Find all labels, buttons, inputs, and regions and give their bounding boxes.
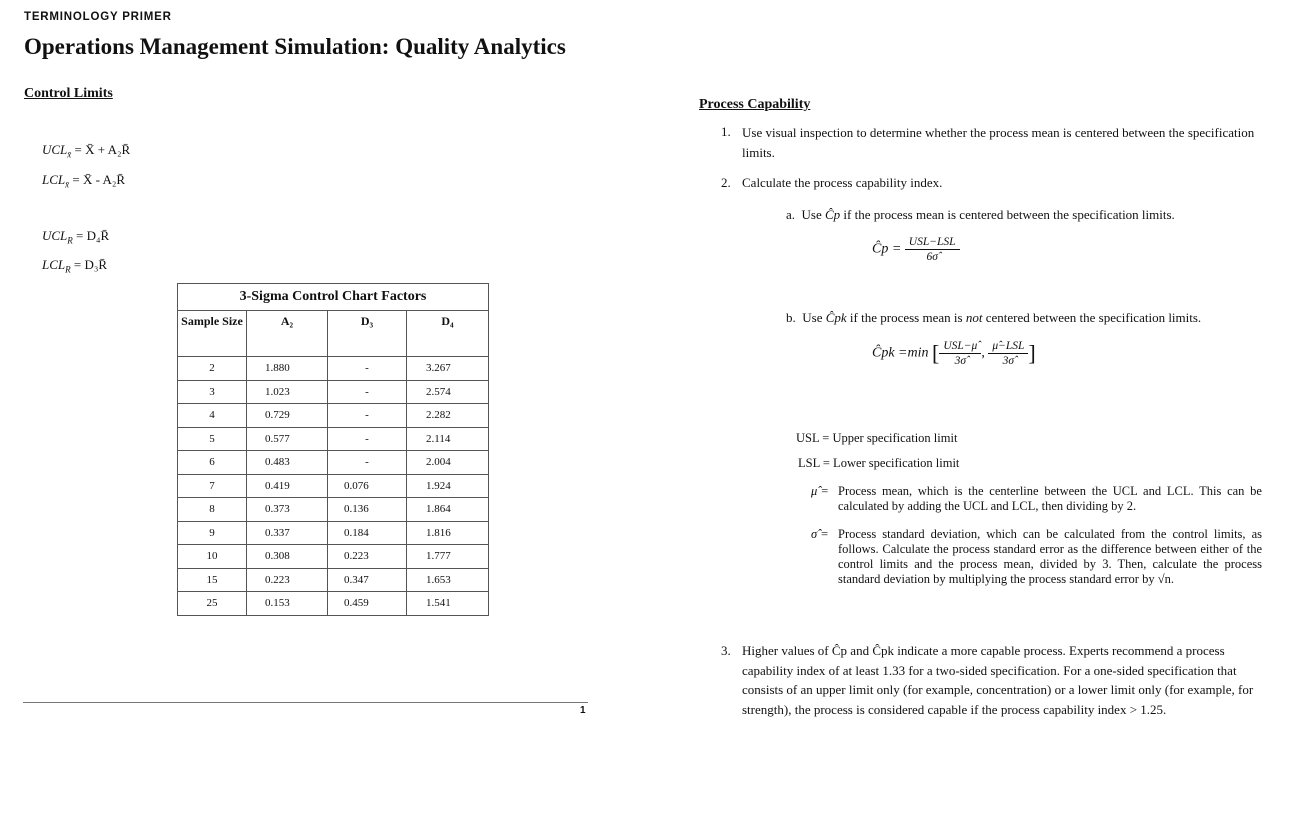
header-sample-size: Sample Size — [178, 311, 247, 357]
step-1-text: Use visual inspection to determine whether the process mean is centered between the specification limits. — [742, 125, 1255, 160]
a2-cell: 0.483 — [247, 451, 328, 475]
table-row — [178, 404, 489, 428]
sub-step-a — [786, 205, 1175, 225]
lcl-r-formula — [42, 257, 107, 275]
step-3-text: Higher values of Ĉp and Ĉpk indicate a more capable process. Experts recommend a process capability index of at least 1.33 for a two-sided specification. For a one-sided specification that consists of an upper limit only (for example, concentration) or a lower limit only (for example, for strength), the process is considered capable if the process capability index > 1.25. — [742, 643, 1254, 717]
document-title: Operations Management Simulation: Quality Analytics — [24, 34, 566, 59]
comma-separator: , — [981, 345, 985, 361]
cp-lhs: Ĉp = — [872, 241, 902, 257]
d4-cell: 2.004 — [407, 451, 489, 475]
table-row — [178, 380, 489, 404]
a2-cell: 0.373 — [247, 498, 328, 522]
d4-cell: 1.924 — [407, 474, 489, 498]
cp-denominator: 6σ̂ — [926, 251, 938, 263]
ucl-r-rhs: = D₄R̄ — [76, 228, 110, 243]
table-body — [178, 357, 489, 616]
sample-size-cell: 25 — [178, 592, 247, 616]
cp-symbol: Ĉp — [825, 207, 841, 222]
lcl-r-lhs: LCL — [42, 257, 66, 272]
usl-definition: USL = Upper specification limit — [796, 431, 958, 445]
lcl-x-formula — [42, 172, 125, 190]
d4-cell: 1.816 — [407, 521, 489, 545]
d3-cell: - — [328, 357, 407, 381]
a2-cell: 0.153 — [247, 592, 328, 616]
step-3-number: 3. — [721, 643, 731, 658]
d3-cell: 0.459 — [328, 592, 407, 616]
sample-size-cell: 7 — [178, 474, 247, 498]
page-number: 1 — [580, 705, 586, 716]
table-row — [178, 474, 489, 498]
a2-cell: 1.023 — [247, 380, 328, 404]
a2-cell: 0.419 — [247, 474, 328, 498]
d4-cell: 1.541 — [407, 592, 489, 616]
lsl-definition: LSL = Lower specification limit — [798, 456, 960, 470]
sub-step-b-not: not — [965, 310, 983, 325]
control-limits-heading: Control Limits — [24, 86, 113, 101]
sub-step-b — [786, 308, 1201, 328]
step-2-text: Calculate the process capability index. — [742, 175, 943, 190]
sample-size-cell: 4 — [178, 404, 247, 428]
sample-size-cell: 6 — [178, 451, 247, 475]
a2-cell: 0.337 — [247, 521, 328, 545]
header-a2: A₂ — [247, 311, 328, 357]
cp-fraction — [905, 236, 960, 263]
sub-step-b-label: b. — [786, 310, 796, 325]
sample-size-cell: 9 — [178, 521, 247, 545]
mu-symbol: μ̂ = — [811, 484, 829, 498]
ucl-x-rhs: = X̄ + A₂R̄ — [74, 142, 131, 157]
d4-cell: 1.864 — [407, 498, 489, 522]
table-row — [178, 592, 489, 616]
a2-cell: 0.308 — [247, 545, 328, 569]
sub-step-b-mid: if the process mean is — [849, 310, 963, 325]
table-caption: 3-Sigma Control Chart Factors — [178, 284, 489, 311]
step-2-number: 2. — [721, 175, 731, 190]
sample-size-cell: 5 — [178, 427, 247, 451]
a2-cell: 0.223 — [247, 568, 328, 592]
lcl-x-rhs: = X̄ - A₂R̄ — [72, 172, 126, 187]
cpk-fraction-2 — [988, 340, 1028, 367]
cpk-denominator-1: 3σ̂ — [954, 355, 967, 367]
table-row — [178, 427, 489, 451]
a2-cell: 0.577 — [247, 427, 328, 451]
step-1-number: 1. — [721, 124, 731, 139]
d3-cell: - — [328, 404, 407, 428]
sub-step-a-pre: Use — [801, 207, 822, 222]
sample-size-cell: 2 — [178, 357, 247, 381]
cpk-lhs: Ĉpk =min — [872, 345, 929, 361]
a2-cell: 0.729 — [247, 404, 328, 428]
section-label: TERMINOLOGY PRIMER — [24, 11, 172, 23]
d3-cell: 0.223 — [328, 545, 407, 569]
right-bracket: ] — [1028, 340, 1036, 366]
table-row — [178, 545, 489, 569]
d3-cell: - — [328, 427, 407, 451]
table-row — [178, 451, 489, 475]
cp-formula — [872, 236, 960, 263]
sub-step-b-pre: Use — [802, 310, 823, 325]
ucl-r-lhs: UCL — [42, 228, 68, 243]
sample-size-cell: 8 — [178, 498, 247, 522]
process-capability-heading: Process Capability — [699, 97, 811, 112]
sample-size-cell: 15 — [178, 568, 247, 592]
ucl-x-subscript: x̄ — [67, 149, 72, 160]
sample-size-cell: 10 — [178, 545, 247, 569]
d3-cell: - — [328, 380, 407, 404]
footer-divider — [23, 702, 588, 703]
lcl-r-subscript: R — [65, 264, 71, 275]
table-row — [178, 521, 489, 545]
sub-step-a-label: a. — [786, 207, 796, 222]
header-d4: D₄ — [407, 311, 489, 357]
header-d3: D₃ — [328, 311, 407, 357]
ucl-x-formula — [42, 142, 130, 160]
cpk-numerator-2: μ̂−LSL — [988, 340, 1028, 354]
d3-cell: - — [328, 451, 407, 475]
table-row — [178, 498, 489, 522]
cp-numerator: USL−LSL — [905, 236, 960, 250]
ucl-r-subscript: R — [67, 235, 73, 246]
cpk-formula — [872, 340, 1036, 367]
cpk-denominator-2: 3σ̂ — [1002, 355, 1015, 367]
sub-step-b-post: centered between the specification limits. — [985, 310, 1202, 325]
table-row — [178, 568, 489, 592]
control-chart-factors-table — [177, 283, 489, 616]
cpk-symbol: Ĉpk — [825, 310, 847, 325]
d4-cell: 2.114 — [407, 427, 489, 451]
a2-cell: 1.880 — [247, 357, 328, 381]
d4-cell: 2.282 — [407, 404, 489, 428]
lcl-r-rhs: = D₃R̄ — [73, 257, 108, 272]
sub-step-a-post: if the process mean is centered between the specification limits. — [843, 207, 1175, 222]
ucl-x-lhs: UCL — [42, 142, 68, 157]
cpk-fraction-1 — [939, 340, 981, 367]
d4-cell: 3.267 — [407, 357, 489, 381]
d3-cell: 0.347 — [328, 568, 407, 592]
d4-cell: 1.653 — [407, 568, 489, 592]
sigma-definition: Process standard deviation, which can be calculated from the control limits, as follows. Calculate the process standard error as the difference between either of the control limits and the process mean, divided by 3. Then, calculate the process standard deviation by multiplying the process standard error by √n. — [838, 527, 1262, 586]
mu-definition: Process mean, which is the centerline between the UCL and LCL. This can be calculated by adding the UCL and LCL, then dividing by 2. — [838, 484, 1262, 513]
sigma-symbol: σ̂ = — [811, 527, 829, 541]
cpk-numerator-1: USL−μ̂ — [939, 340, 981, 354]
left-bracket: [ — [932, 340, 940, 366]
lcl-x-lhs: LCL — [42, 172, 66, 187]
sample-size-cell: 3 — [178, 380, 247, 404]
d4-cell: 1.777 — [407, 545, 489, 569]
d3-cell: 0.184 — [328, 521, 407, 545]
table-row — [178, 357, 489, 381]
ucl-r-formula — [42, 228, 109, 246]
d3-cell: 0.136 — [328, 498, 407, 522]
lcl-x-subscript: x̄ — [65, 179, 70, 190]
d3-cell: 0.076 — [328, 474, 407, 498]
d4-cell: 2.574 — [407, 380, 489, 404]
